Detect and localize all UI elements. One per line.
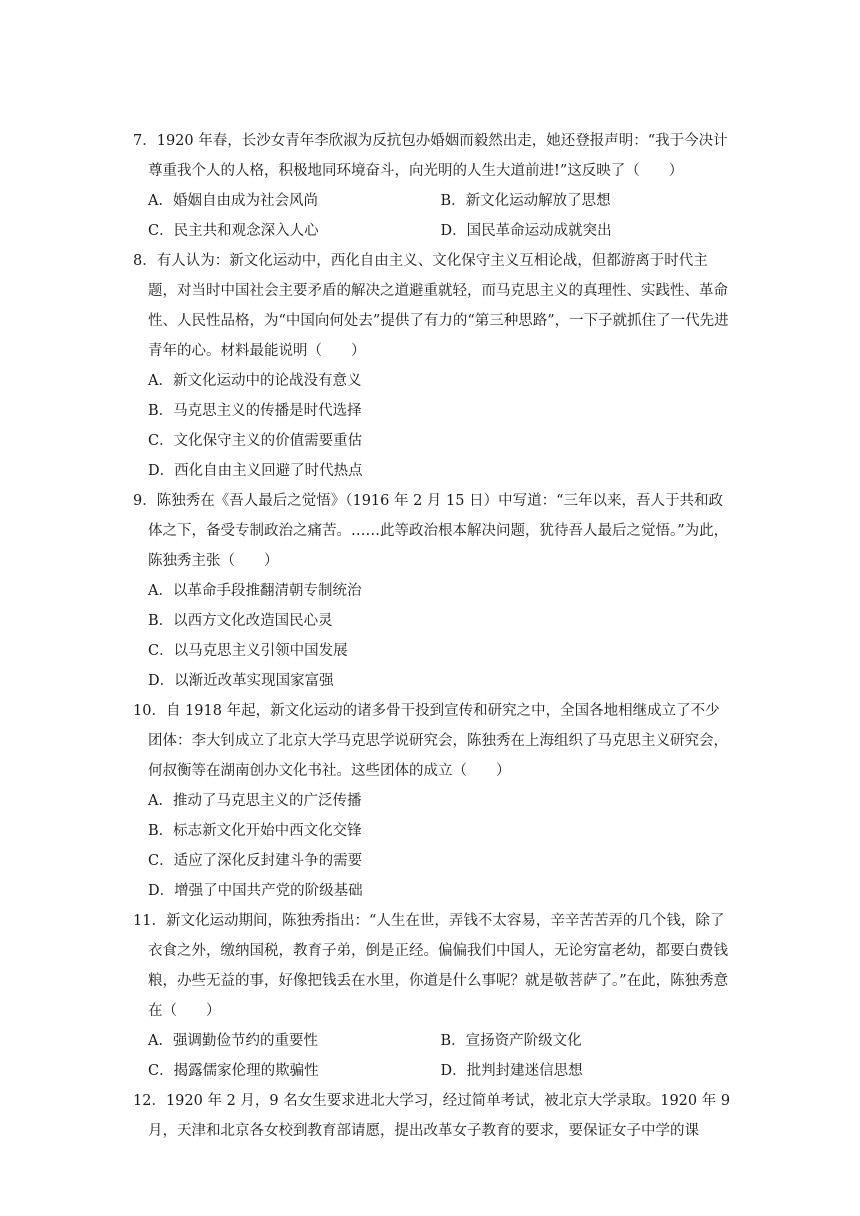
options-row bbox=[133, 186, 733, 216]
question-9 bbox=[133, 486, 733, 696]
question-8 bbox=[133, 246, 733, 486]
option-d: D．以渐近改革实现国家富强 bbox=[148, 673, 334, 689]
option-c: C．民主共和观念深入人心 bbox=[148, 223, 319, 239]
options-row bbox=[133, 1026, 733, 1056]
option-b: B．新文化运动解放了思想 bbox=[440, 193, 611, 209]
option-a: A．婚姻自由成为社会风尚 bbox=[148, 193, 318, 209]
option-a: A．推动了马克思主义的广泛传播 bbox=[148, 793, 362, 809]
options-row bbox=[133, 1056, 733, 1086]
question-stem: 8．有人认为：新文化运动中，西化自由主义、文化保守主义互相论战，但都游离于时代主题，对当时中国社会主要矛盾的解决之道避重就轻，而马克思主义的真理性、实践性、革命性、人民性品格，为“中国向何处去”提供了有力的“第三种思路”，一下子就抓住了一代先进青年的心。材料最能说明（ ） bbox=[133, 253, 729, 359]
option-a: A．新文化运动中的论战没有意义 bbox=[148, 373, 362, 389]
option-a: A．以革命手段推翻清朝专制统治 bbox=[148, 583, 362, 599]
exam-page bbox=[133, 126, 733, 1146]
question-stem: 11．新文化运动期间，陈独秀指出：“人生在世，弄钱不太容易，辛辛苦苦弄的几个钱，除了衣食之外，缴纳国税，教育子弟，倒是正经。偏偏我们中国人，无论穷富老幼，都要白费钱粮，办些无益的事，好像把钱丢在水里，你道是什么事呢？就是敬菩萨了。”在此，陈独秀意在（ ） bbox=[133, 913, 729, 1019]
question-stem: 7．1920 年春，长沙女青年李欣淑为反抗包办婚姻而毅然出走，她还登报声明：“我于今决计尊重我个人的人格，积极地同环境奋斗，向光明的人生大道前进!”这反映了（ ） bbox=[133, 133, 728, 179]
question-stem: 10．自 1918 年起，新文化运动的诸多骨干投到宣传和研究之中，全国各地相继成立了不少团体：李大钊成立了北京大学马克思学说研究会，陈独秀在上海组织了马克思主义研究会，何叔衡等在湖南创办文化书社。这些团体的成立（ ） bbox=[133, 703, 728, 779]
option-b: B．以西方文化改造国民心灵 bbox=[148, 613, 333, 629]
option-d: D．国民革命运动成就突出 bbox=[440, 223, 612, 239]
option-c: C．以马克思主义引领中国发展 bbox=[148, 643, 348, 659]
option-c: C．适应了深化反封建斗争的需要 bbox=[148, 853, 363, 869]
question-11 bbox=[133, 906, 733, 1086]
option-c: C．文化保守主义的价值需要重估 bbox=[148, 433, 363, 449]
option-d: D．增强了中国共产党的阶级基础 bbox=[148, 883, 363, 899]
question-stem: 12．1920 年 2 月，9 名女生要求进北大学习，经过简单考试，被北京大学录取。1920 年 9 月，天津和北京各女校到教育部请愿，提出改革女子教育的要求，要保证女子中学的课 bbox=[133, 1093, 731, 1139]
options-row bbox=[133, 216, 733, 246]
question-10 bbox=[133, 696, 733, 906]
option-d: D．西化自由主义回避了时代热点 bbox=[148, 463, 363, 479]
question-7 bbox=[133, 126, 733, 246]
question-12 bbox=[133, 1086, 733, 1146]
option-b: B．马克思主义的传播是时代选择 bbox=[148, 403, 362, 419]
option-a: A．强调勤俭节约的重要性 bbox=[148, 1033, 318, 1049]
option-d: D．批判封建迷信思想 bbox=[440, 1063, 583, 1079]
option-b: B．标志新文化开始中西文化交锋 bbox=[148, 823, 362, 839]
option-c: C．揭露儒家伦理的欺骗性 bbox=[148, 1063, 319, 1079]
option-b: B．宣扬资产阶级文化 bbox=[440, 1033, 582, 1049]
question-stem: 9．陈独秀在《吾人最后之觉悟》（1916 年 2 月 15 日）中写道：“三年以来，吾人于共和政体之下，备受专制政治之痛苦。……此等政治根本解决问题，犹待吾人最后之觉悟。”为此，陈独秀主张（ ） bbox=[133, 493, 729, 569]
